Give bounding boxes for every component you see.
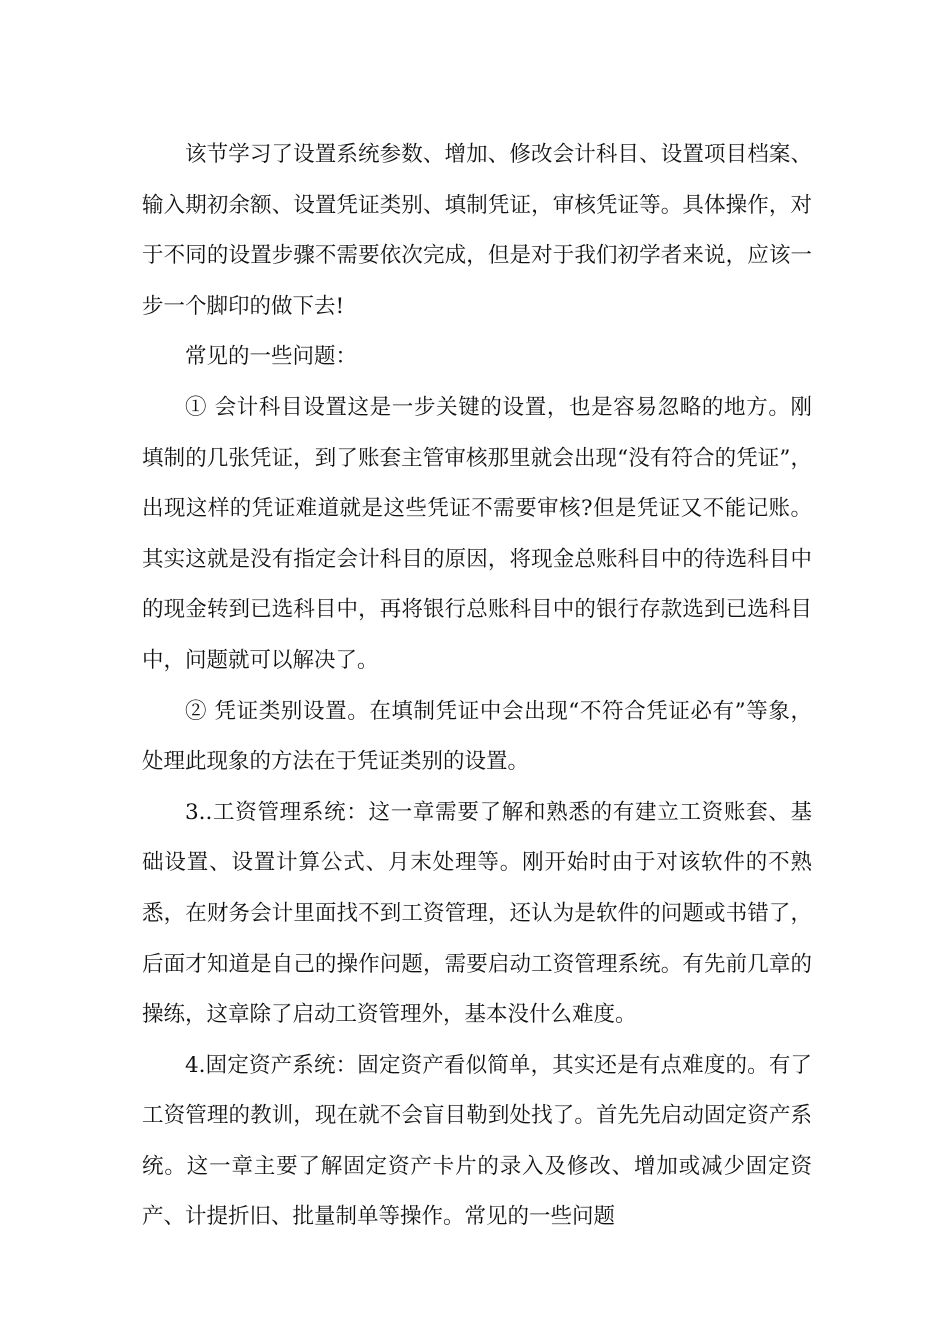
paragraph-voucher-summary: 该节学习了设置系统参数、增加、修改会计科目、设置项目档案、输入期初余额、设置凭证类别、填制凭证，审核凭证等。具体操作，对于不同的设置步骤不需要依次完成，但是对于我们初学者来说，应该一步一个脚印的做下去! bbox=[142, 142, 812, 319]
paragraph-issue-voucher-category: ② 凭证类别设置。在填制凭证中会出现“不符合凭证必有”等象，处理此现象的方法在于凭证类别的设置。 bbox=[142, 698, 812, 775]
paragraph-issue-account-setup: ① 会计科目设置这是一步关键的设置，也是容易忽略的地方。刚填制的几张凭证，到了账套主管审核那里就会出现“没有符合的凭证”，出现这样的凭证难道就是这些凭证不需要审核?但是凭证又不能记账。其实这就是没有指定会计科目的原因，将现金总账科目中的待选科目中的现金转到已选科目中，再将银行总账科目中的银行存款选到已选科目中，问题就可以解决了。 bbox=[142, 394, 812, 673]
paragraph-fixed-assets-system: 4.固定资产系统：固定资产看似简单，其实还是有点难度的。有了工资管理的教训，现在就不会盲目勒到处找了。首先先启动固定资产系统。这一章主要了解固定资产卡片的录入及修改、增加或减少固定资产、计提折旧、批量制单等操作。常见的一些问题 bbox=[142, 1052, 812, 1230]
paragraph-payroll-system: 3..工资管理系统：这一章需要了解和熟悉的有建立工资账套、基础设置、设置计算公式、月末处理等。刚开始时由于对该软件的不熟悉，在财务会计里面找不到工资管理，还认为是软件的问题或书错了，后面才知道是自己的操作问题，需要启动工资管理系统。有先前几章的操练，这章除了启动工资管理外，基本没什么难度。 bbox=[142, 799, 812, 1028]
paragraph-common-issues-heading: 常见的一些问题： bbox=[185, 344, 358, 370]
document-body bbox=[142, 130, 812, 1243]
